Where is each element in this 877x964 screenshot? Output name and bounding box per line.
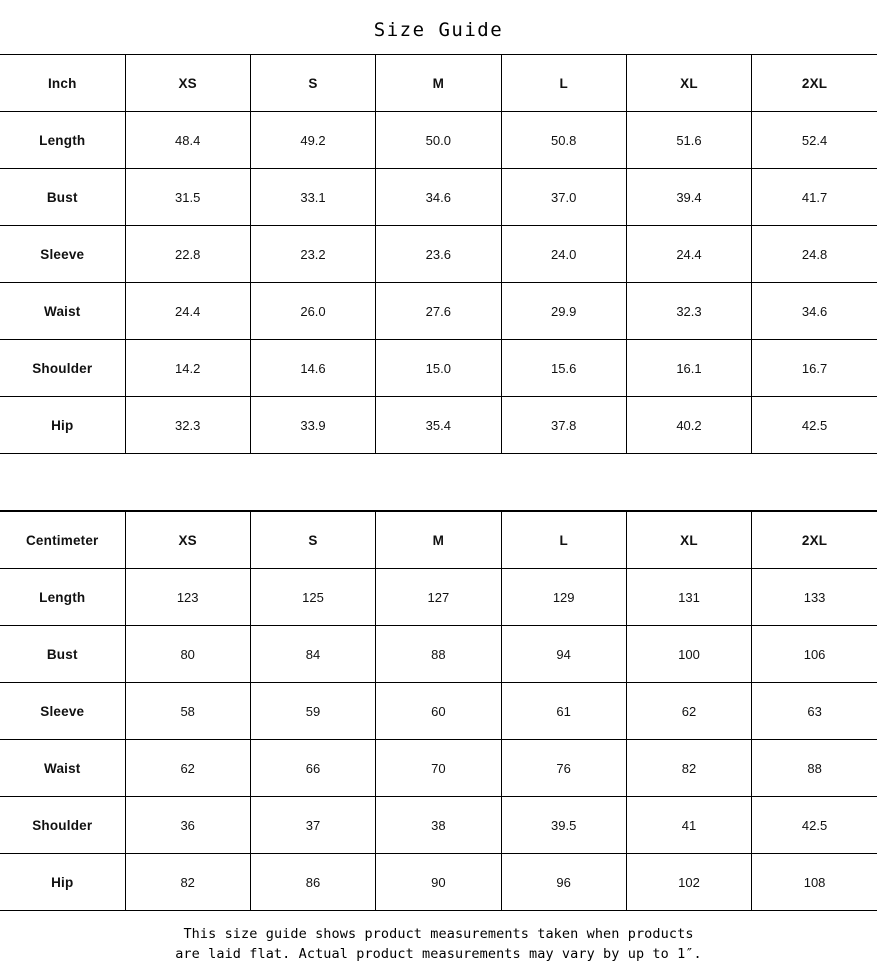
size-header-xl: XL xyxy=(626,512,751,569)
cell-sleeve-m: 23.6 xyxy=(376,226,501,283)
cell-bust-s: 84 xyxy=(250,626,375,683)
size-header-xs: XS xyxy=(125,512,250,569)
cell-length-l: 50.8 xyxy=(501,112,626,169)
cell-bust-2xl: 106 xyxy=(752,626,877,683)
cell-bust-2xl: 41.7 xyxy=(752,169,877,226)
size-header-2xl: 2XL xyxy=(752,55,877,112)
cell-sleeve-l: 24.0 xyxy=(501,226,626,283)
cell-hip-xs: 82 xyxy=(125,854,250,911)
table-row xyxy=(0,226,877,283)
cell-waist-2xl: 88 xyxy=(752,740,877,797)
table-row xyxy=(0,626,877,683)
cell-hip-m: 90 xyxy=(376,854,501,911)
cell-waist-s: 26.0 xyxy=(250,283,375,340)
row-label-sleeve: Sleeve xyxy=(0,226,125,283)
table-row xyxy=(0,169,877,226)
cell-sleeve-l: 61 xyxy=(501,683,626,740)
cell-shoulder-s: 37 xyxy=(250,797,375,854)
cell-hip-xl: 102 xyxy=(626,854,751,911)
table-row xyxy=(0,112,877,169)
cell-waist-xs: 24.4 xyxy=(125,283,250,340)
cell-length-xs: 123 xyxy=(125,569,250,626)
cell-length-l: 129 xyxy=(501,569,626,626)
cell-waist-m: 70 xyxy=(376,740,501,797)
table-separator-band xyxy=(0,454,877,511)
size-header-s: S xyxy=(250,512,375,569)
cell-sleeve-xs: 58 xyxy=(125,683,250,740)
unit-header-centimeter: Centimeter xyxy=(0,512,125,569)
cell-bust-xl: 100 xyxy=(626,626,751,683)
cell-hip-l: 96 xyxy=(501,854,626,911)
table-row xyxy=(0,797,877,854)
cell-waist-m: 27.6 xyxy=(376,283,501,340)
cell-bust-m: 34.6 xyxy=(376,169,501,226)
cell-shoulder-m: 15.0 xyxy=(376,340,501,397)
size-header-m: M xyxy=(376,512,501,569)
cell-bust-xs: 80 xyxy=(125,626,250,683)
table-header-row xyxy=(0,512,877,569)
cell-length-xs: 48.4 xyxy=(125,112,250,169)
row-label-length: Length xyxy=(0,569,125,626)
table-row xyxy=(0,683,877,740)
cell-shoulder-xs: 14.2 xyxy=(125,340,250,397)
cell-bust-xl: 39.4 xyxy=(626,169,751,226)
cell-shoulder-xl: 16.1 xyxy=(626,340,751,397)
cell-sleeve-s: 23.2 xyxy=(250,226,375,283)
page-title: Size Guide xyxy=(373,19,504,41)
cell-hip-xl: 40.2 xyxy=(626,397,751,454)
row-label-bust: Bust xyxy=(0,169,125,226)
cell-waist-xl: 32.3 xyxy=(626,283,751,340)
cell-bust-s: 33.1 xyxy=(250,169,375,226)
table-row xyxy=(0,283,877,340)
cell-waist-xl: 82 xyxy=(626,740,751,797)
table-row xyxy=(0,569,877,626)
cell-bust-l: 94 xyxy=(501,626,626,683)
row-label-shoulder: Shoulder xyxy=(0,340,125,397)
size-header-l: L xyxy=(501,55,626,112)
cell-bust-xs: 31.5 xyxy=(125,169,250,226)
size-header-l: L xyxy=(501,512,626,569)
table-row xyxy=(0,340,877,397)
row-label-waist: Waist xyxy=(0,740,125,797)
cell-hip-s: 86 xyxy=(250,854,375,911)
cell-hip-2xl: 108 xyxy=(752,854,877,911)
cell-sleeve-2xl: 24.8 xyxy=(752,226,877,283)
cell-bust-l: 37.0 xyxy=(501,169,626,226)
cell-waist-s: 66 xyxy=(250,740,375,797)
cell-length-xl: 51.6 xyxy=(626,112,751,169)
cell-length-xl: 131 xyxy=(626,569,751,626)
cell-hip-l: 37.8 xyxy=(501,397,626,454)
footnote xyxy=(0,911,877,964)
cell-waist-xs: 62 xyxy=(125,740,250,797)
size-header-2xl: 2XL xyxy=(752,512,877,569)
row-label-sleeve: Sleeve xyxy=(0,683,125,740)
cell-length-m: 127 xyxy=(376,569,501,626)
table-header-row xyxy=(0,55,877,112)
cell-shoulder-xl: 41 xyxy=(626,797,751,854)
cell-hip-2xl: 42.5 xyxy=(752,397,877,454)
cell-waist-l: 76 xyxy=(501,740,626,797)
size-table-centimeter xyxy=(0,511,877,911)
cell-shoulder-s: 14.6 xyxy=(250,340,375,397)
cell-shoulder-l: 15.6 xyxy=(501,340,626,397)
cell-length-s: 49.2 xyxy=(250,112,375,169)
row-label-bust: Bust xyxy=(0,626,125,683)
cell-shoulder-m: 38 xyxy=(376,797,501,854)
cell-hip-m: 35.4 xyxy=(376,397,501,454)
cell-hip-s: 33.9 xyxy=(250,397,375,454)
cell-shoulder-2xl: 42.5 xyxy=(752,797,877,854)
size-header-m: M xyxy=(376,55,501,112)
row-label-hip: Hip xyxy=(0,397,125,454)
cell-sleeve-xs: 22.8 xyxy=(125,226,250,283)
cell-hip-xs: 32.3 xyxy=(125,397,250,454)
size-table-inch xyxy=(0,54,877,454)
cell-sleeve-s: 59 xyxy=(250,683,375,740)
table-row xyxy=(0,740,877,797)
table-row xyxy=(0,854,877,911)
cell-sleeve-m: 60 xyxy=(376,683,501,740)
cell-shoulder-2xl: 16.7 xyxy=(752,340,877,397)
cell-sleeve-2xl: 63 xyxy=(752,683,877,740)
size-header-xs: XS xyxy=(125,55,250,112)
cell-shoulder-xs: 36 xyxy=(125,797,250,854)
cell-sleeve-xl: 62 xyxy=(626,683,751,740)
size-header-xl: XL xyxy=(626,55,751,112)
cell-waist-l: 29.9 xyxy=(501,283,626,340)
cell-waist-2xl: 34.6 xyxy=(752,283,877,340)
cell-shoulder-l: 39.5 xyxy=(501,797,626,854)
footnote-line-1: This size guide shows product measurements taken when products xyxy=(183,926,694,942)
cell-bust-m: 88 xyxy=(376,626,501,683)
footnote-line-2: are laid flat. Actual product measurements may vary by up to 1″. xyxy=(175,946,702,962)
table-row xyxy=(0,397,877,454)
row-label-length: Length xyxy=(0,112,125,169)
row-label-hip: Hip xyxy=(0,854,125,911)
cell-length-m: 50.0 xyxy=(376,112,501,169)
row-label-waist: Waist xyxy=(0,283,125,340)
cell-length-2xl: 52.4 xyxy=(752,112,877,169)
size-header-s: S xyxy=(250,55,375,112)
cell-sleeve-xl: 24.4 xyxy=(626,226,751,283)
row-label-shoulder: Shoulder xyxy=(0,797,125,854)
cell-length-2xl: 133 xyxy=(752,569,877,626)
unit-header-inch: Inch xyxy=(0,55,125,112)
cell-length-s: 125 xyxy=(250,569,375,626)
